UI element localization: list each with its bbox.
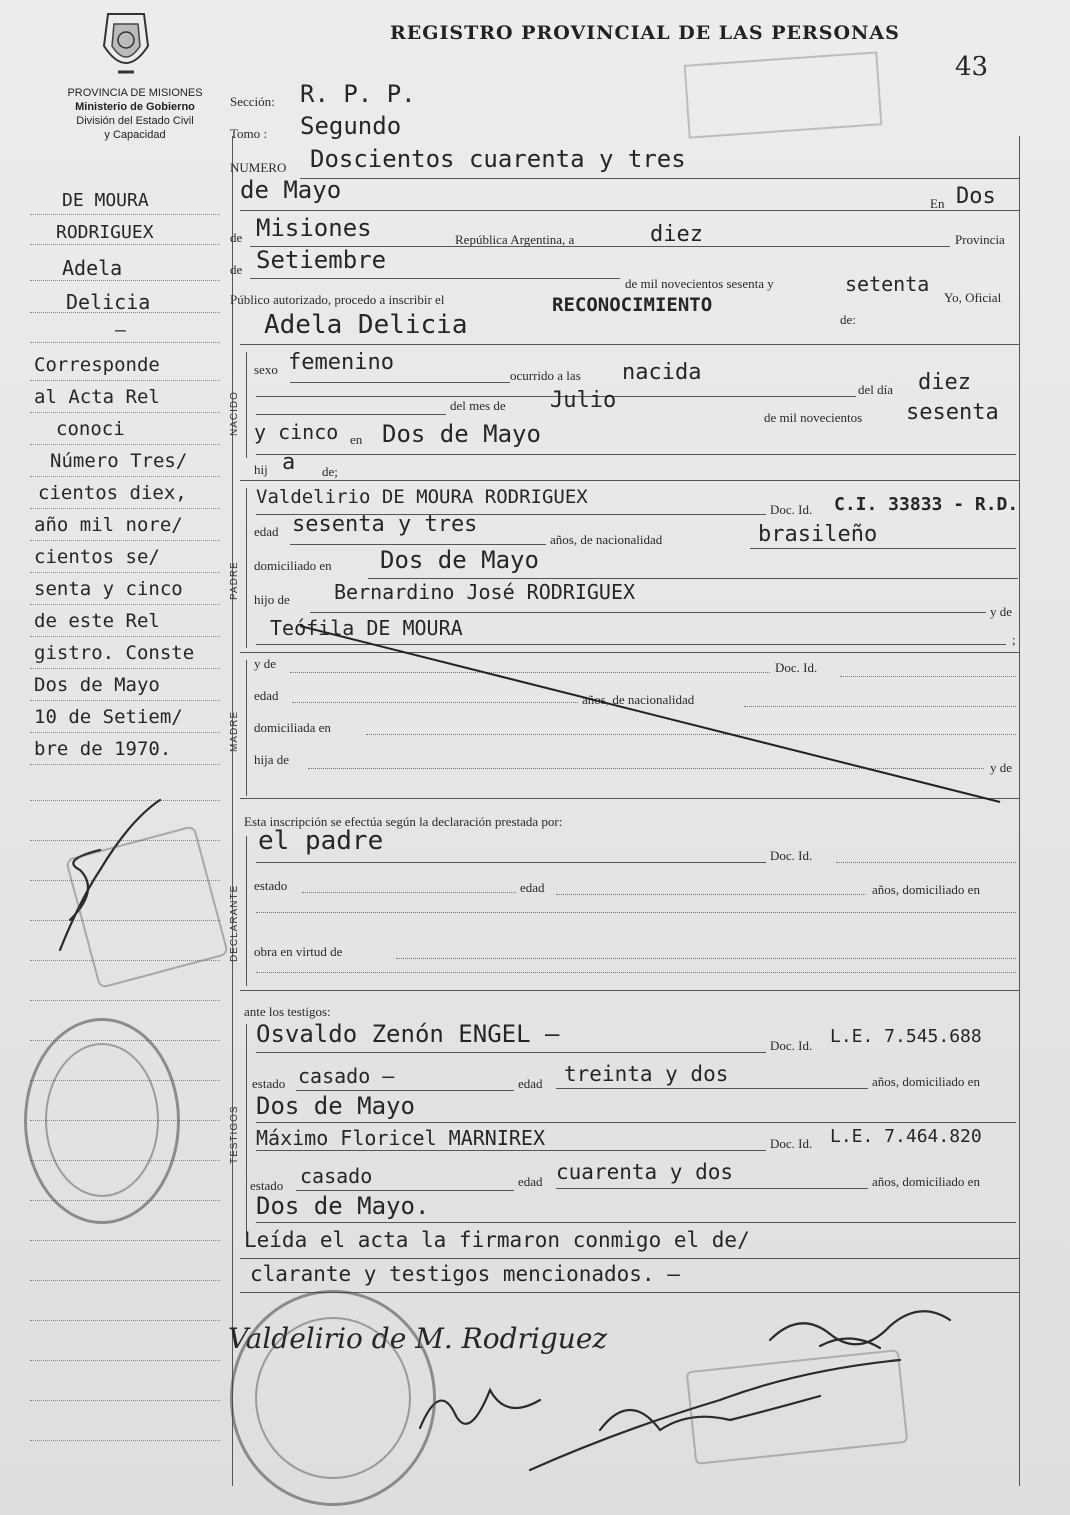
padre-hijo-label: hijo de — [254, 592, 290, 607]
day-value: diez — [650, 222, 703, 247]
ocurrido-value: nacida — [622, 360, 702, 385]
padre-doc-label: Doc. Id. — [770, 502, 813, 517]
witness1-name-value: Osvaldo Zenón ENGEL — — [256, 1020, 560, 1048]
nacido-year-value: sesenta — [906, 400, 999, 425]
witness2-edad-value: cuarenta y dos — [556, 1160, 734, 1184]
section-madre: MADRE — [229, 710, 240, 752]
madre-y-de-label: y de — [254, 656, 277, 671]
witness2-dom-label: años, domiciliado en — [872, 1174, 980, 1189]
margin-line: senta y cinco — [34, 578, 183, 600]
witness2-estado-label: estado — [250, 1178, 284, 1193]
nacido-month-value: Julio — [550, 388, 617, 413]
padre-name-value: Valdelirio DE MOURA RODRIGUEX — [256, 486, 588, 508]
signature-father: Valdelirio de M. Rodriguez — [228, 1322, 608, 1355]
de-colon-label: de: — [840, 312, 856, 327]
publico-label: Público autorizado, procedo a inscribir el — [230, 292, 445, 307]
org-capacity: y Capacidad — [104, 129, 166, 141]
witness2-doc-label: Doc. Id. — [770, 1136, 813, 1151]
madre-nac-label: años, de nacionalidad — [582, 692, 695, 707]
mes-label: del mes de — [450, 398, 506, 413]
section-nacido: NACIDO — [229, 391, 240, 436]
seccion-label: Sección: — [230, 94, 275, 109]
padre-nac-value: brasileño — [758, 522, 878, 547]
declarante-doc-label: Doc. Id. — [770, 848, 813, 863]
nacido-year-value-2: y cinco — [254, 420, 339, 444]
hij-value: a — [282, 450, 296, 475]
margin-name-2: Delicia — [66, 290, 151, 314]
witness1-dom-label: años, domiciliado en — [872, 1074, 980, 1089]
header-rect-stamp — [684, 51, 883, 138]
nacido-place-value: Dos de Mayo — [382, 420, 541, 448]
nacido-en-label: en — [350, 432, 363, 447]
year-label: de mil novecientos sesenta y — [625, 276, 774, 291]
republica-label: República Argentina, a — [455, 232, 575, 247]
tomo-label: Tomo : — [230, 126, 268, 141]
margin-name-1: Adela — [62, 256, 123, 280]
year-value: setenta — [845, 272, 930, 296]
province-value: Misiones — [256, 214, 372, 242]
margin-line: de este Rel — [34, 610, 160, 632]
witness1-dom-value: Dos de Mayo — [256, 1092, 415, 1120]
sexo-label: sexo — [254, 362, 278, 377]
witness1-edad-value: treinta y dos — [564, 1062, 729, 1086]
declarante-obra-label: obra en virtud de — [254, 944, 343, 959]
coat-of-arms-icon — [98, 6, 154, 86]
margin-line: Dos de Mayo — [34, 674, 160, 696]
witness2-edad-label: edad — [518, 1174, 543, 1189]
margin-line: conoci — [56, 418, 125, 440]
margin-line: gistro. Conste — [34, 642, 195, 664]
page-title: REGISTRO PROVINCIAL DE LAS PERSONAS — [390, 22, 900, 44]
witness2-name-value: Máximo Floricel MARNIREX — [256, 1126, 545, 1150]
issuing-office — [50, 86, 220, 142]
margin-seal-stamp — [24, 1018, 180, 1224]
hij-label: hij — [254, 462, 268, 477]
padre-y-de-label: y de — [990, 604, 1013, 619]
bottom-seal-stamp — [230, 1290, 436, 1506]
margin-line: Número Tres/ — [50, 450, 188, 472]
margin-line: al Acta Rel — [34, 386, 160, 408]
org-ministry: Ministerio de Gobierno — [75, 101, 195, 113]
declarante-edad-label: edad — [520, 880, 545, 895]
closing-line-1: Leída el acta la firmaron conmigo el de/ — [244, 1228, 750, 1252]
padre-edad-value: sesenta y tres — [292, 512, 478, 537]
padre-semicolon: ; — [1012, 632, 1016, 647]
en-value: Dos — [956, 184, 996, 209]
person-name-value: Adela Delicia — [264, 310, 468, 340]
en-label: En — [930, 196, 945, 211]
madre-y-de-label-2: y de — [990, 760, 1013, 775]
padre-mother-value: Teófila DE MOURA — [270, 616, 463, 640]
madre-dom-label: domiciliada en — [254, 720, 331, 735]
witness2-estado-value: casado — [300, 1164, 373, 1188]
madre-edad-label: edad — [254, 688, 279, 703]
de-label: de — [230, 230, 243, 245]
testigos-intro-label: ante los testigos: — [244, 1004, 331, 1019]
witness2-dom-value: Dos de Mayo. — [256, 1192, 430, 1220]
margin-surname-2: RODRIGUEX — [56, 222, 154, 243]
numero-value: Doscientos cuarenta y tres — [310, 145, 686, 173]
margin-line: cientos se/ — [34, 546, 160, 568]
margin-line: bre de 1970. — [34, 738, 172, 760]
sexo-value: femenino — [288, 350, 394, 375]
margin-surname-1: DE MOURA — [62, 190, 149, 211]
witness1-estado-value: casado — — [298, 1064, 395, 1088]
madre-hija-label: hija de — [254, 752, 290, 767]
padre-doc-value: C.I. 33833 - R.D. — [834, 494, 1019, 515]
closing-line-2: clarante y testigos mencionados. — — [250, 1262, 680, 1286]
madre-doc-label: Doc. Id. — [775, 660, 818, 675]
section-declarante: DECLARANTE — [229, 884, 240, 962]
hij-de-label: de; — [322, 464, 338, 479]
page-number: 43 — [955, 52, 989, 82]
de-label-2: de — [230, 262, 243, 277]
padre-edad-label: edad — [254, 524, 279, 539]
seccion-value: R. P. P. — [300, 80, 416, 108]
witness2-doc-value: L.E. 7.464.820 — [830, 1126, 982, 1147]
place-value: de Mayo — [240, 176, 342, 204]
witness1-doc-label: Doc. Id. — [770, 1038, 813, 1053]
nacido-day-value: diez — [918, 370, 971, 395]
witness1-edad-label: edad — [518, 1076, 543, 1091]
margin-line: Corresponde — [34, 354, 160, 376]
declarante-estado-label: estado — [254, 878, 288, 893]
madre-cancel-line — [300, 620, 1020, 810]
provincia-label: Provincia — [955, 232, 1005, 247]
padre-dom-value: Dos de Mayo — [380, 546, 539, 574]
witness1-doc-value: L.E. 7.545.688 — [830, 1026, 982, 1047]
margin-separator: — — [115, 320, 126, 341]
org-province: PROVINCIA DE MISIONES — [67, 87, 203, 99]
tomo-value: Segundo — [300, 112, 402, 140]
declarante-intro-label: Esta inscripción se efectúa según la declaración prestada por: — [244, 814, 563, 829]
witness1-estado-label: estado — [252, 1076, 286, 1091]
padre-father-value: Bernardino José RODRIGUEX — [334, 580, 636, 604]
month-value: Setiembre — [256, 246, 387, 274]
margin-line: año mil nore/ — [34, 514, 183, 536]
numero-label: NUMERO — [230, 160, 287, 175]
padre-nac-label: años, de nacionalidad — [550, 532, 663, 547]
padre-dom-label: domiciliado en — [254, 558, 332, 573]
declarante-value: el padre — [258, 826, 384, 856]
act-type-value: RECONOCIMIENTO — [552, 294, 713, 316]
ocurrido-label: ocurrido a las — [510, 368, 581, 383]
margin-line: cientos diex, — [38, 482, 187, 504]
oficial-label: Yo, Oficial — [944, 290, 1002, 305]
del-dia-label: del día — [858, 382, 894, 397]
nacido-year-label: de mil novecientos — [764, 410, 863, 425]
section-padre: PADRE — [229, 561, 240, 600]
section-testigos: TESTIGOS — [229, 1105, 240, 1164]
org-division: División del Estado Civil — [76, 115, 194, 127]
margin-line: 10 de Setiem/ — [34, 706, 183, 728]
declarante-dom-label: años, domiciliado en — [872, 882, 980, 897]
